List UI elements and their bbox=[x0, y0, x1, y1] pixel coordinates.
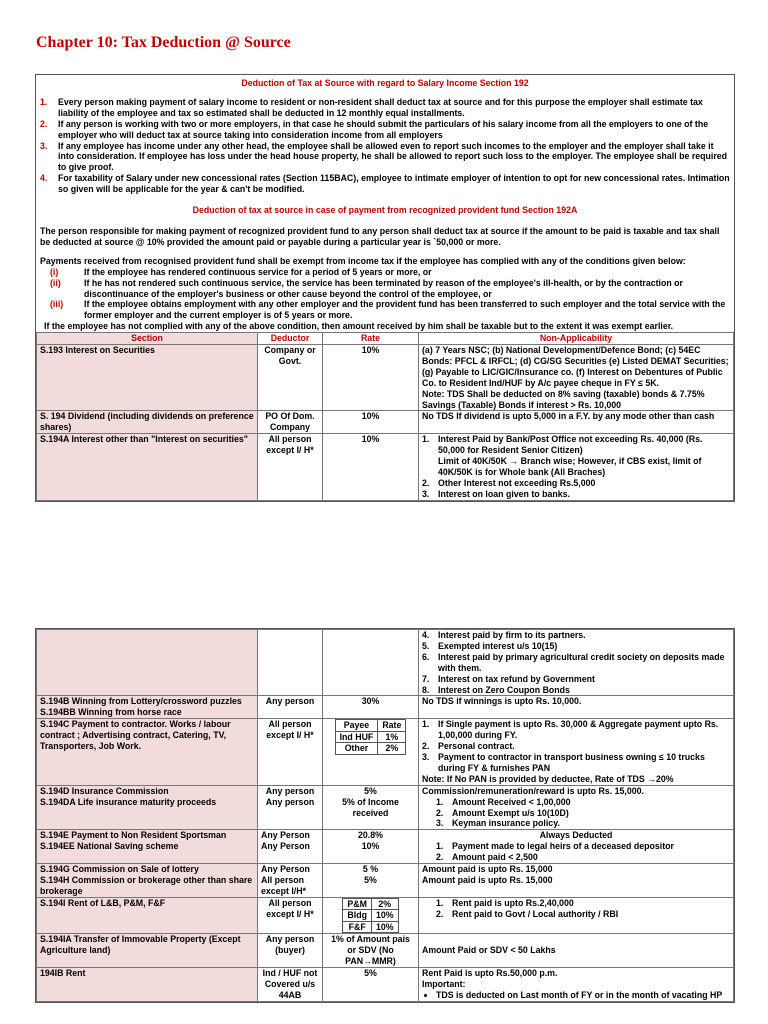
deductor-cell: All person except I/ H* bbox=[258, 719, 323, 785]
rent-rate-table: P&M 2% Bldg 10% F&F 10% bbox=[342, 898, 398, 934]
table-row bbox=[37, 934, 734, 968]
section-cell: S.194B Winning from Lottery/crossword puzzles S.194BB Winning from horse race bbox=[37, 696, 258, 719]
rate-cell: 5 % 5% bbox=[323, 864, 419, 898]
header-non-applicability: Non-Applicability bbox=[419, 333, 734, 345]
deductor-cell: Any Person Any Person bbox=[258, 830, 323, 864]
deductor-cell: PO Of Dom. Company bbox=[258, 411, 323, 434]
section-192-title: Deduction of Tax at Source with regard to Salary Income Section 192 bbox=[241, 78, 529, 88]
section-192-points bbox=[40, 97, 730, 195]
rate-cell bbox=[323, 719, 419, 785]
rate-cell: 10% bbox=[323, 345, 419, 411]
deductor-cell: Any person (buyer) bbox=[258, 934, 323, 968]
section-192a-title: Deduction of tax at source in case of payment from recognized provident fund Section 192A bbox=[192, 205, 578, 216]
non-applicability-cell: 1. If Single payment is upto Rs. 30,000 & Aggregate payment upto Rs. 1,00,000 during FY. 2. Personal contract. 3. Payment to contractor in transport business owning ≤ 10 trucks during FY & furnishes PAN Note: If No PAN is provided by deductee, Rate of TDS →20% bbox=[419, 719, 734, 785]
table-row bbox=[37, 434, 734, 500]
rate-cell: 5% 5% of Income received bbox=[323, 785, 419, 830]
section-cell: 194IB Rent bbox=[37, 967, 258, 1001]
section-192a-para3: If the employee has not complied with any of the above condition, then amount received by him shall be taxable but to the extent it was exempt earlier. bbox=[44, 321, 674, 332]
list-item: (i) If the employee has rendered continuous service for a period of 5 years or more, or bbox=[50, 266, 432, 277]
rate-cell: 10% bbox=[323, 411, 419, 434]
non-applicability-cell: 1. Interest Paid by Bank/Post Office not exceeding Rs. 40,000 (Rs. 50,000 for Resident Senior Citizen) Limit of 40K/50K → Branch wise; However, if CBS exist, limit of 40K/50K is for Whole bank (All Braches) 2. Other Interest not exceeding Rs.5,000 3. Interest on loan given to banks. bbox=[419, 434, 734, 500]
rate-cell bbox=[323, 630, 419, 696]
list-item: (ii) If he has not rendered such continuous service, the service has been terminated by reason of the employee's ill-health, or by the contraction or discontinuance of the employer's business or other cause beyond the control of the employee, or bbox=[50, 277, 683, 299]
deductor-cell: Any person bbox=[258, 696, 323, 719]
list-item: 3. If any employee has income under any other head, the employee shall be allowed even to report such incomes to the employer and the employer shall take it into consideration. If employee has loss under the head house property, he shall be allowed to report such loss to the employer. The employee shall be required to give proof. bbox=[40, 140, 728, 173]
rate-cell: 1% of Amount pais or SDV (No PAN→MMR) bbox=[323, 934, 419, 968]
non-applicability-cell: Commission/remuneration/reward is upto Rs. 15,000. 1. Amount Received < 1,00,000 2. Amount Exempt u/s 10(10D) 3. Keyman insurance policy. bbox=[419, 785, 734, 830]
non-applicability-cell: 4. Interest paid by firm to its partners. 5. Exempted interest u/s 10(15) 6. Interest paid by primary agricultural credit society on deposits made with them. 7. Interest on tax refund by Government 8. Interest on Zero Coupon Bonds bbox=[419, 630, 734, 696]
section-cell: S.194A Interest other than "Interest on securities" bbox=[37, 434, 258, 500]
table-row bbox=[37, 864, 734, 898]
exemption-conditions bbox=[40, 267, 730, 322]
non-applicability-cell: Amount Paid or SDV < 50 Lakhs bbox=[419, 934, 734, 968]
tds-table-part-2 bbox=[36, 629, 734, 1002]
section-cell: S.194IA Transfer of Immovable Property (Except Agriculture land) bbox=[37, 934, 258, 968]
table-row bbox=[37, 411, 734, 434]
section-cell bbox=[37, 630, 258, 696]
list-item: 2. If any person is working with two or more employers, in that case he should submit the particulars of his salary income from all the employers to one of the employer who will deduct tax at source taking into consideration income from all employers bbox=[40, 118, 709, 140]
section-cell: S.194E Payment to Non Resident Sportsman S.194EE National Saving scheme bbox=[37, 830, 258, 864]
list-item: 1. Every person making payment of salary income to resident or non-resident shall deduct tax at source and for this purpose the employer shall estimate tax liability of the employee and tax so estimated shall be deducted in 12 monthly equal installments. bbox=[40, 96, 703, 118]
rate-cell: 20.8% 10% bbox=[323, 830, 419, 864]
non-applicability-cell: Rent Paid is upto Rs.50,000 p.m. Important: • TDS is deducted on Last month of FY or in the month of vacating HP bbox=[419, 967, 734, 1001]
section-192a-para2: Payments received from recognised provident fund shall be exempt from income tax if the employee has complied with any of the conditions given below: bbox=[40, 255, 686, 266]
tds-table-part-1 bbox=[36, 332, 734, 501]
tds-page-box-2 bbox=[35, 628, 735, 1003]
non-applicability-cell: Always Deducted 1. Payment made to legal heirs of a deceased depositor 2. Amount paid < 2,500 bbox=[419, 830, 734, 864]
deductor-cell: All person except I/ H* bbox=[258, 897, 323, 934]
header-deductor: Deductor bbox=[258, 333, 323, 345]
tds-page-box-1 bbox=[35, 74, 735, 502]
deductor-cell bbox=[258, 630, 323, 696]
table-row bbox=[37, 696, 734, 719]
header-section: Section bbox=[37, 333, 258, 345]
deductor-cell: Any person Any person bbox=[258, 785, 323, 830]
non-applicability-cell: 1. Rent paid is upto Rs.2,40,000 2. Rent paid to Govt / Local authority / RBI bbox=[419, 897, 734, 934]
non-applicability-cell: Amount paid is upto Rs. 15,000 Amount paid is upto Rs. 15,000 bbox=[419, 864, 734, 898]
rate-cell: 10% bbox=[323, 434, 419, 500]
deductor-cell: Any Person All person except I/H* bbox=[258, 864, 323, 898]
chapter-title: Chapter 10: Tax Deduction @ Source bbox=[36, 34, 291, 51]
section-cell: S. 194 Dividend (including dividends on preference shares) bbox=[37, 411, 258, 434]
table-row bbox=[37, 897, 734, 934]
section-cell: S.193 Interest on Securities bbox=[37, 345, 258, 411]
deductor-cell: Ind / HUF not Covered u/s 44AB bbox=[258, 967, 323, 1001]
rate-cell bbox=[323, 897, 419, 934]
section-192a-para: The person responsible for making payment of recognized provident fund to any person shall deduct tax at source if the amount to be paid is taxable and tax shall be deducted at source @ 10% provided the amount paid or payable during a particular year is `50,000 or more. bbox=[40, 225, 720, 247]
rate-cell: 5% bbox=[323, 967, 419, 1001]
table-row bbox=[37, 719, 734, 785]
table-header-row bbox=[37, 333, 734, 345]
section-cell: S.194D Insurance Commission S.194DA Life insurance maturity proceeds bbox=[37, 785, 258, 830]
non-applicability-cell: No TDS if winnings is upto Rs. 10,000. bbox=[419, 696, 734, 719]
section-cell: S.194C Payment to contractor. Works / labour contract ; Advertising contract, Catering, TV, Transporters, Job Work. bbox=[37, 719, 258, 785]
table-row bbox=[37, 630, 734, 696]
non-applicability-cell: No TDS If dividend is upto 5,000 in a F.Y. by any mode other than cash bbox=[419, 411, 734, 434]
list-item: 4. For taxability of Salary under new concessional rates (Section 115BAC), employee to intimate employer of intention to opt for new concessional rates. Intimation so given will be applicable for the year & can't be modified. bbox=[40, 173, 730, 195]
table-row bbox=[37, 830, 734, 864]
deductor-cell: Company or Govt. bbox=[258, 345, 323, 411]
rate-cell: 30% bbox=[323, 696, 419, 719]
table-row bbox=[37, 345, 734, 411]
list-item: (iii) If the employee obtains employment with any other employer and the provident fund has been transferred to such employer and the total service with the former employer and the current employer is of 5 years or more. bbox=[50, 299, 726, 321]
table-row bbox=[37, 785, 734, 830]
section-cell: S.194G Commission on Sale of lottery S.194H Commission or brokerage other than share brokerage bbox=[37, 864, 258, 898]
non-applicability-cell: (a) 7 Years NSC; (b) National Development/Defence Bond; (c) 54EC Bonds: PFCL & IRFCL; (d) CG/SG Securities (e) Listed DEMAT Securities; (g) Payable to LIC/GIC/Insurance co. (f) Interest on Debentures of Public Co. to Resident Ind/HUF by A/c payee cheque in FY ≤ 5K. Note: TDS Shall be deducted on 8% saving (taxable) bonds & 7.75% Savings (Taxable) Bonds if interest > Rs. 10,000 bbox=[419, 345, 734, 411]
header-rate: Rate bbox=[323, 333, 419, 345]
table-row bbox=[37, 967, 734, 1001]
deductor-cell: All person except I/ H* bbox=[258, 434, 323, 500]
payee-rate-table: Payee Rate Ind HUF 1% Other 2% bbox=[335, 719, 407, 755]
section-cell: S.194I Rent of L&B, P&M, F&F bbox=[37, 897, 258, 934]
